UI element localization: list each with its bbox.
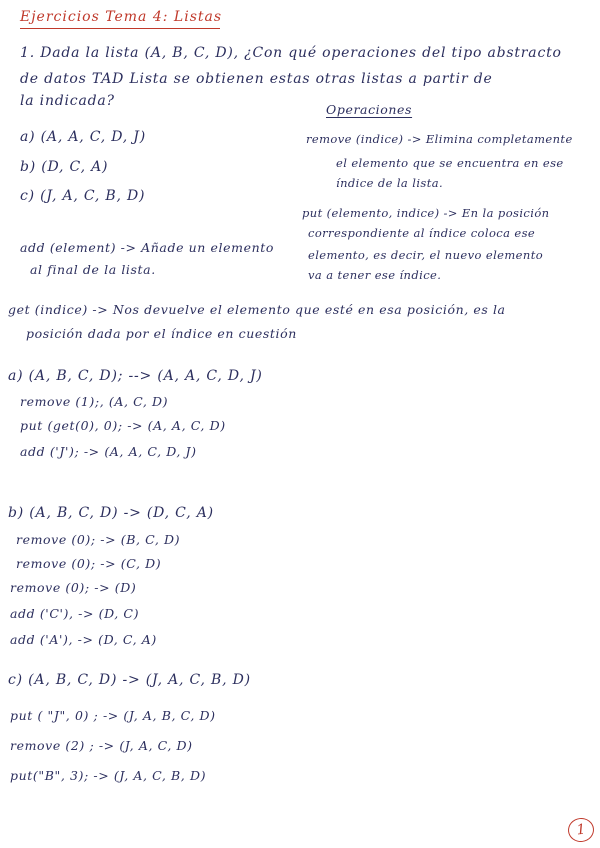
page-title: Ejercicios Tema 4: Listas: [20, 9, 223, 25]
put-desc-4: va a tener ese índice.: [308, 268, 442, 282]
question-item-c: c) (J, A, C, B, D): [20, 188, 146, 204]
solution-a-line-1: a) (A, B, C, D); --> (A, A, C, D, J): [8, 368, 263, 384]
remove-desc-3: índice de la lista.: [336, 176, 444, 190]
question-item-a: a) (A, A, C, D, J): [20, 129, 146, 145]
question-line-2: de datos TAD Lista se obtienen estas otras listas a partir de: [20, 71, 493, 87]
solution-c-line-2: put ( "J", 0) ; -> (J, A, B, C, D): [10, 708, 216, 723]
operations-heading: Operaciones: [326, 102, 413, 117]
get-desc-2: posición dada por el índice en cuestión: [26, 326, 297, 341]
question-line-3: la indicada?: [20, 93, 115, 109]
get-desc-1: get (indice) -> Nos devuelve el elemento que esté en esa posición, es la: [8, 302, 506, 317]
solution-c-line-3: remove (2) ; -> (J, A, C, D): [10, 738, 193, 753]
solution-a-line-2: remove (1);, (A, C, D): [20, 394, 169, 409]
solution-c-line-4: put("B", 3); -> (J, A, C, B, D): [10, 768, 207, 783]
title-underline: [20, 28, 220, 29]
put-desc-3: elemento, es decir, el nuevo elemento: [308, 248, 544, 262]
solution-b-line-3: remove (0); -> (C, D): [16, 556, 162, 571]
put-desc-2: correspondiente al índice coloca ese: [308, 226, 536, 240]
solution-b-line-1: b) (A, B, C, D) -> (D, C, A): [8, 505, 214, 521]
solution-c-line-1: c) (A, B, C, D) -> (J, A, C, B, D): [8, 672, 251, 688]
remove-desc-1: remove (indice) -> Elimina completamente: [306, 132, 573, 146]
solution-b-line-2: remove (0); -> (B, C, D): [16, 532, 181, 547]
solution-b-line-4: remove (0); -> (D): [10, 580, 137, 595]
page-number: 1: [567, 817, 595, 844]
solution-b-line-5: add ('C'), -> (D, C): [10, 606, 140, 621]
question-item-b: b) (D, C, A): [20, 159, 109, 175]
remove-desc-2: el elemento que se encuentra en ese: [336, 156, 564, 170]
solution-a-line-3: put (get(0), 0); -> (A, A, C, D): [20, 418, 226, 433]
add-desc-1: add (element) -> Añade un elemento: [20, 240, 274, 255]
solution-b-line-6: add ('A'), -> (D, C, A): [10, 632, 157, 647]
put-desc-1: put (elemento, indice) -> En la posición: [302, 206, 550, 220]
add-desc-2: al final de la lista.: [30, 262, 156, 277]
question-line-1: 1. Dada la lista (A, B, C, D), ¿Con qué operaciones del tipo abstracto: [20, 45, 562, 61]
solution-a-line-4: add ('J'); -> (A, A, C, D, J): [20, 444, 197, 459]
